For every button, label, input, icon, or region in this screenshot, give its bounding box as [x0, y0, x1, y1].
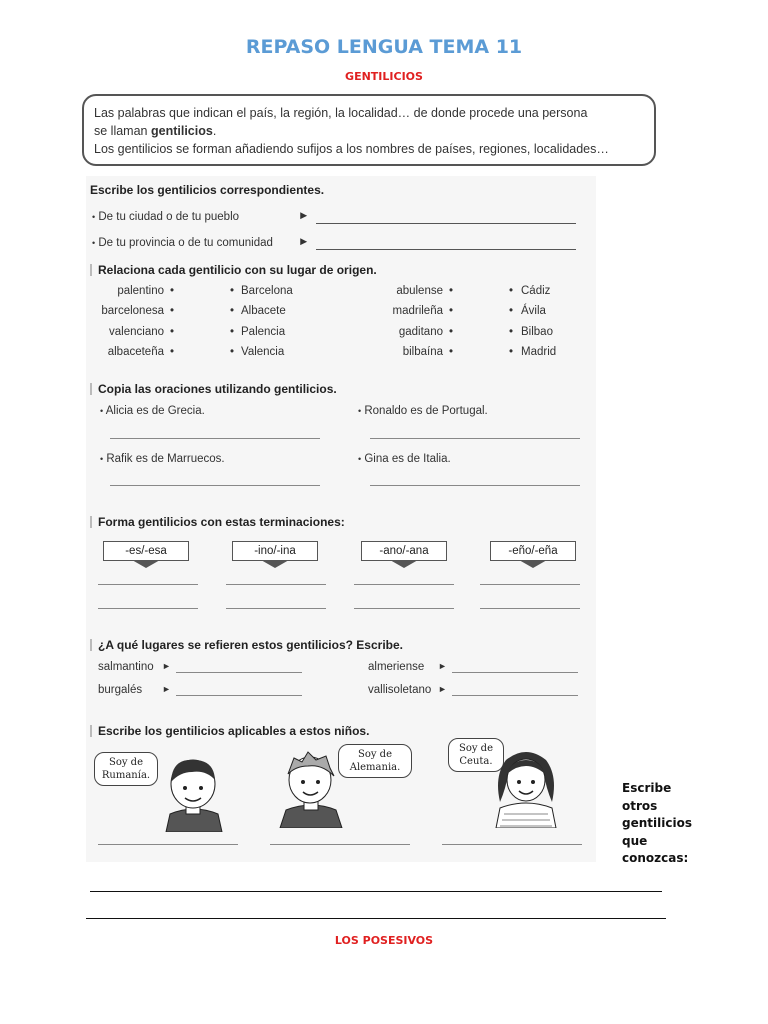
answer-line[interactable] — [226, 584, 326, 585]
answer-line[interactable] — [176, 695, 302, 696]
match-dot[interactable]: • — [230, 326, 235, 338]
answer-line[interactable] — [316, 249, 576, 250]
match-dot[interactable]: • — [509, 346, 514, 358]
ex1-heading: Escribe los gentilicios correspondientes. — [90, 183, 325, 197]
definition-line-2: se llaman gentilicios. — [94, 124, 217, 138]
match-dot[interactable]: • — [230, 346, 235, 358]
match-dot[interactable]: • — [449, 346, 454, 358]
sentence-item: • Alicia es de Grecia. — [100, 405, 205, 417]
gentilicio-label: barcelonesa — [101, 305, 164, 317]
page-subtitle: GENTILICIOS — [345, 70, 423, 83]
place-label: Barcelona — [241, 285, 293, 297]
arrow-icon: ► — [438, 661, 447, 671]
word-label: burgalés — [98, 684, 143, 696]
answer-line[interactable] — [452, 672, 578, 673]
suffix-tag: -es/-esa — [103, 541, 189, 561]
gentilicio-label: albaceteña — [107, 346, 164, 358]
place-label: Madrid — [521, 346, 557, 358]
section-marker — [90, 383, 92, 395]
match-dot[interactable]: • — [509, 326, 514, 338]
ex3-heading: Copia las oraciones utilizando gentilicios. — [98, 382, 337, 396]
definition-box — [82, 94, 656, 166]
ex2-heading: Relaciona cada gentilicio con su lugar de origen. — [98, 263, 377, 277]
match-dot[interactable]: • — [170, 326, 175, 338]
arrow-icon: ► — [162, 684, 171, 694]
gentilicio-label: madrileña — [392, 305, 443, 317]
match-dot[interactable]: • — [509, 305, 514, 317]
suffix-tag: -eño/-eña — [490, 541, 576, 561]
section-marker — [90, 264, 92, 276]
ex4-heading: Forma gentilicios con estas terminaciones: — [98, 515, 345, 529]
answer-line[interactable] — [452, 695, 578, 696]
answer-line[interactable] — [480, 584, 580, 585]
match-dot[interactable]: • — [170, 346, 175, 358]
side-prompt: Escribe otros gentilicios que conozcas: — [622, 781, 692, 865]
answer-line[interactable] — [110, 438, 320, 439]
answer-line[interactable] — [442, 844, 582, 845]
word-label: almeriense — [368, 661, 425, 673]
place-label: Cádiz — [521, 285, 551, 297]
suffix-tag: -ano/-ana — [361, 541, 447, 561]
arrow-icon: ► — [162, 661, 171, 671]
answer-line[interactable] — [110, 485, 320, 486]
section-marker — [90, 639, 92, 651]
match-dot[interactable]: • — [170, 305, 175, 317]
section-marker — [90, 725, 92, 737]
arrow-icon: ► — [298, 210, 310, 222]
ex1-item: • De tu provincia o de tu comunidad — [92, 237, 273, 249]
boy-illustration-icon — [272, 748, 362, 828]
answer-line[interactable] — [98, 608, 198, 609]
word-label: vallisoletano — [368, 684, 432, 696]
ex6-heading: Escribe los gentilicios aplicables a estos niños. — [98, 724, 370, 738]
place-label: Bilbao — [521, 326, 553, 338]
answer-line[interactable] — [98, 844, 238, 845]
writing-line[interactable] — [86, 918, 666, 919]
speech-bubble: Soy de Alemania. — [338, 744, 412, 778]
section-marker — [90, 516, 92, 528]
place-label: Ávila — [521, 305, 546, 317]
definition-line-3: Los gentilicios se forman añadiendo sufijos a los nombres de países, regiones, localidades… — [94, 142, 609, 156]
arrow-icon: ► — [298, 236, 310, 248]
gentilicio-label: gaditano — [398, 326, 443, 338]
gentilicio-label: valenciano — [109, 326, 164, 338]
answer-line[interactable] — [370, 485, 580, 486]
suffix-tag: -ino/-ina — [232, 541, 318, 561]
gentilicio-label: palentino — [117, 285, 164, 297]
page-title: REPASO LENGUA TEMA 11 — [245, 36, 523, 58]
match-dot[interactable]: • — [449, 285, 454, 297]
next-section-title: LOS POSESIVOS — [334, 934, 434, 947]
answer-line[interactable] — [270, 844, 410, 845]
answer-line[interactable] — [480, 608, 580, 609]
gentilicio-label: abulense — [396, 285, 443, 297]
definition-line-1: Las palabras que indican el país, la región, la localidad… de donde procede una persona — [94, 106, 588, 120]
speech-bubble: Soy de Ceuta. — [448, 738, 504, 772]
match-dot[interactable]: • — [170, 285, 175, 297]
sentence-item: • Gina es de Italia. — [358, 453, 451, 465]
ex1-item: • De tu ciudad o de tu pueblo — [92, 211, 240, 223]
girl-illustration-icon — [492, 748, 562, 828]
match-dot[interactable]: • — [449, 326, 454, 338]
match-dot[interactable]: • — [509, 285, 514, 297]
gentilicio-label: bilbaína — [402, 346, 443, 358]
answer-line[interactable] — [316, 223, 576, 224]
sentence-item: • Ronaldo es de Portugal. — [358, 405, 488, 417]
definition-keyword: gentilicios — [150, 124, 213, 138]
sentence-item: • Rafik es de Marruecos. — [100, 453, 225, 465]
word-label: salmantino — [98, 661, 154, 673]
match-dot[interactable]: • — [230, 285, 235, 297]
answer-line[interactable] — [176, 672, 302, 673]
answer-line[interactable] — [370, 438, 580, 439]
place-label: Valencia — [241, 346, 285, 358]
speech-bubble: Soy de Rumanía. — [94, 752, 158, 786]
answer-line[interactable] — [98, 584, 198, 585]
place-label: Palencia — [241, 326, 286, 338]
ex5-heading: ¿A qué lugares se refieren estos gentilicios? Escribe. — [98, 638, 403, 652]
answer-line[interactable] — [354, 584, 454, 585]
writing-line[interactable] — [90, 891, 662, 892]
boy-illustration-icon — [152, 752, 242, 832]
place-label: Albacete — [241, 305, 286, 317]
answer-line[interactable] — [354, 608, 454, 609]
arrow-icon: ► — [438, 684, 447, 694]
answer-line[interactable] — [226, 608, 326, 609]
match-dot[interactable]: • — [449, 305, 454, 317]
match-dot[interactable]: • — [230, 305, 235, 317]
